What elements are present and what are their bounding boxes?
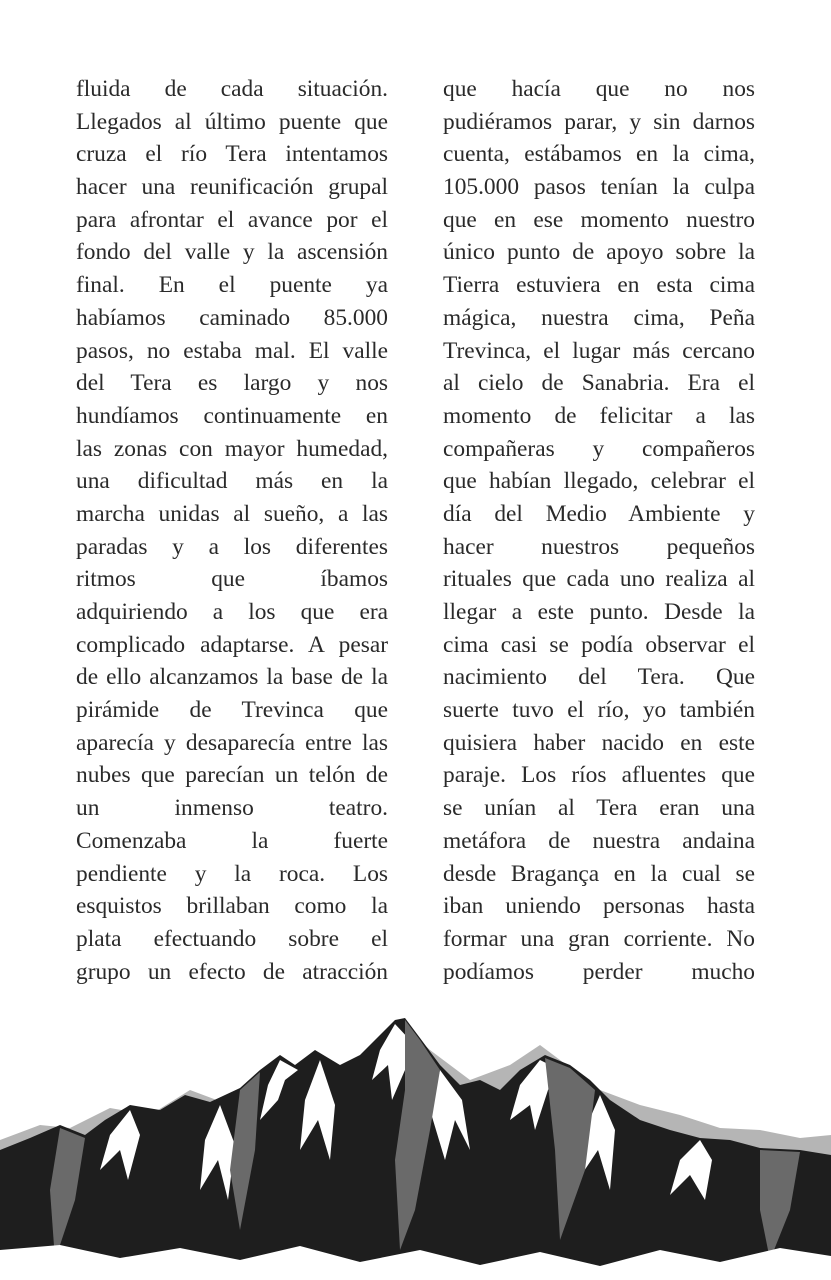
text-line: cruza el río Tera intentamos — [76, 141, 388, 168]
text-line: fondo del valle y la ascensión — [76, 239, 388, 266]
text-line: paradas y a los diferentes — [76, 533, 388, 560]
text-line: adquiriendo a los que era — [76, 599, 388, 625]
text-line: Tierra estuviera en esta cima — [443, 272, 755, 299]
text-line: metáfora de nuestra andaina — [443, 827, 755, 854]
text-line: mágica, nuestra cima, Peña — [443, 304, 755, 331]
text-line: plata efectuando sobre el — [76, 925, 388, 952]
text-line: al cielo de Sanabria. Era el — [443, 370, 755, 397]
text-line: quisiera haber nacido en este — [443, 729, 755, 756]
text-line: Llegados al último puente que — [76, 108, 388, 135]
text-line: desde Bragança en la cual se — [443, 860, 755, 887]
mountain-range-illustration — [0, 1010, 831, 1280]
text-line: momento de felicitar a las — [443, 402, 755, 429]
text-line: complicado adaptarse. A pesar — [76, 631, 388, 658]
text-line: cima casi se podía observar el — [443, 631, 755, 658]
text-line: pendiente y la roca. Los — [76, 860, 388, 887]
left-text-column — [76, 73, 388, 988]
text-line: que hacía que no nos — [443, 76, 755, 102]
text-line: rituales que cada uno realiza al — [443, 566, 755, 593]
text-line: una dificultad más en la — [76, 468, 388, 495]
text-line: hacer nuestros pequeños — [443, 533, 755, 560]
text-line: día del Medio Ambiente y — [443, 500, 755, 527]
text-line: Trevinca, el lugar más cercano — [443, 337, 755, 364]
text-line: iban uniendo personas hasta — [443, 893, 755, 920]
text-line: del Tera es largo y nos — [76, 370, 388, 397]
text-line: llegar a este punto. Desde la — [443, 599, 755, 625]
text-line: se unían al Tera eran una — [443, 795, 755, 822]
text-line: pirámide de Trevinca que — [76, 697, 388, 724]
text-line: fluida de cada situación. — [76, 76, 388, 102]
text-line: las zonas con mayor humedad, — [76, 435, 388, 462]
text-line: un inmenso teatro. — [76, 795, 388, 822]
text-line: cuenta, estábamos en la cima, — [443, 141, 755, 168]
text-line: de ello alcanzamos la base de la — [76, 664, 388, 691]
text-line: aparecía y desaparecía entre las — [76, 729, 388, 756]
text-line: para afrontar el avance por el — [76, 206, 388, 233]
text-line: podíamos perder mucho — [443, 958, 755, 985]
text-line: hacer una reunificación grupal — [76, 174, 388, 201]
text-line: suerte tuvo el río, yo también — [443, 697, 755, 724]
text-line: grupo un efecto de atracción — [76, 958, 388, 985]
text-line: pudiéramos parar, y sin darnos — [443, 108, 755, 135]
text-line: compañeras y compañeros — [443, 435, 755, 462]
text-line: nubes que parecían un telón de — [76, 762, 388, 789]
text-line: marcha unidas al sueño, a las — [76, 500, 388, 527]
text-line: paraje. Los ríos afluentes que — [443, 762, 755, 789]
text-line: final. En el puente ya — [76, 272, 388, 299]
text-line: nacimiento del Tera. Que — [443, 664, 755, 691]
text-line: pasos, no estaba mal. El valle — [76, 337, 388, 364]
text-line: Comenzaba la fuerte — [76, 827, 388, 854]
text-line: hundíamos continuamente en — [76, 402, 388, 429]
text-line: 105.000 pasos tenían la culpa — [443, 174, 755, 201]
text-line: ritmos que íbamos — [76, 566, 388, 593]
text-line: formar una gran corriente. No — [443, 925, 755, 952]
right-text-column — [443, 73, 755, 988]
text-line: único punto de apoyo sobre la — [443, 239, 755, 266]
text-line: esquistos brillaban como la — [76, 893, 388, 920]
text-line: que en ese momento nuestro — [443, 206, 755, 233]
text-line: que habían llegado, celebrar el — [443, 468, 755, 495]
text-line: habíamos caminado 85.000 — [76, 304, 388, 331]
